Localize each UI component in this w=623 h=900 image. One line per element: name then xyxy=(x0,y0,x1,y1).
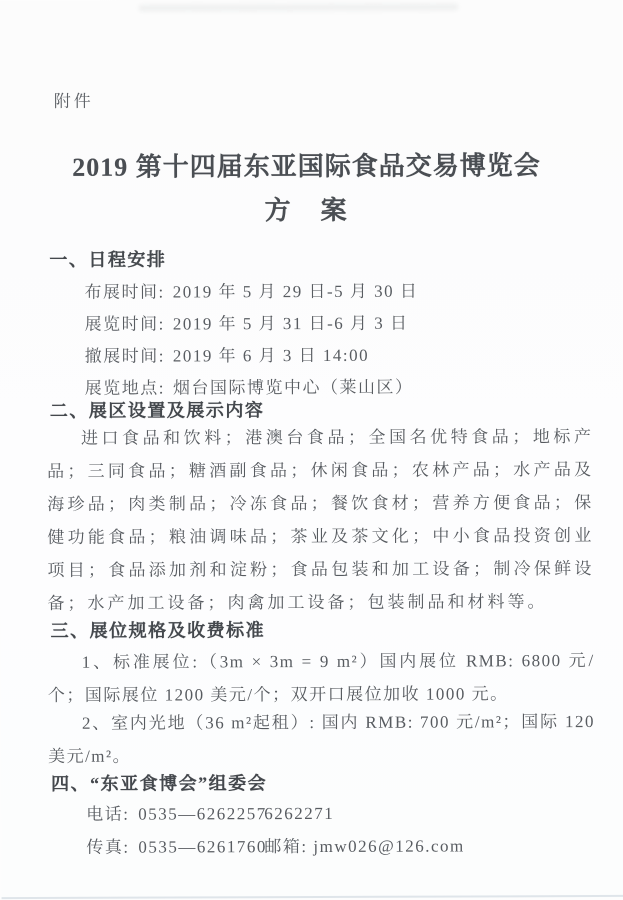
schedule-item-exhibition xyxy=(85,308,419,341)
attachment-label: 附件 xyxy=(53,91,94,111)
document-title xyxy=(0,145,614,228)
schedule-value: 2019 年 5 月 31 日-6 月 3 日 xyxy=(172,313,409,334)
contact-email: 邮箱: jmw026@126.com xyxy=(264,836,465,857)
contact-row-fax xyxy=(86,829,464,863)
pricing-paragraph-raw-space: 2、室内光地（36 m²起租）: 国内 RMB: 700 元/m²；国际 120 美元/m²。 xyxy=(48,712,595,766)
pricing-paragraph-standard-booth: 1、标准展位:（3m × 3m = 9 m²）国内展位 RMB: 6800 元/个；国际展位 1200 美元/个；双开口展位加收 1000 元。 xyxy=(47,651,595,705)
schedule-list xyxy=(84,276,418,405)
section-heading-zones: 二、展区设置及展示内容 xyxy=(49,400,265,421)
contact-label: 传真: xyxy=(86,837,130,857)
schedule-label: 布展时间: xyxy=(84,282,165,302)
contact-phone-number: 0535—6262257 xyxy=(138,804,267,824)
contact-row-phone xyxy=(86,796,464,830)
document-title-line2: 方 案 xyxy=(264,195,349,226)
schedule-label: 展览地点: xyxy=(84,378,166,398)
section-heading-pricing: 三、展位规格及收费标准 xyxy=(50,620,266,641)
section-heading-committee: 四、“东亚食博会”组委会 xyxy=(51,773,268,794)
committee-contacts xyxy=(86,796,465,863)
schedule-item-teardown xyxy=(85,340,419,373)
schedule-item-setup xyxy=(84,276,418,309)
document-title-line1: 2019 第十四届东亚国际食品交易博览会 xyxy=(72,151,541,182)
section-heading-schedule: 一、日程安排 xyxy=(49,249,167,270)
contact-fax-number: 0535—6261760 xyxy=(138,837,267,857)
zones-paragraph: 进口食品和饮料；港澳台食品；全国名优特食品；地标产品；三同食品；糖酒副食品；休闲食品；农林产品；水产品及海珍品；肉类制品；冷冻食品；餐饮食材；营养方便食品；保健功能食品；粮油调味品；茶业及茶文化；中小食品投资创业项目；食品添加剂和淀粉；食品包装和加工设备；制冷保鲜设备；水产加工设备；肉禽加工设备；包装制品和材料等。 xyxy=(47,427,595,613)
contact-phone-number-2: 6262271 xyxy=(264,803,335,824)
schedule-value: 2019 年 6 月 3 日 14:00 xyxy=(172,345,370,366)
contact-label: 电话: xyxy=(86,804,130,824)
scan-bottom-edge xyxy=(2,895,623,899)
schedule-value: 2019 年 5 月 29 日-5 月 30 日 xyxy=(172,281,419,302)
schedule-label: 撤展时间: xyxy=(84,346,165,366)
schedule-label: 展览时间: xyxy=(84,314,165,334)
schedule-value: 烟台国际博览中心（莱山区） xyxy=(172,377,414,398)
scan-artifact-smudge xyxy=(138,3,458,11)
